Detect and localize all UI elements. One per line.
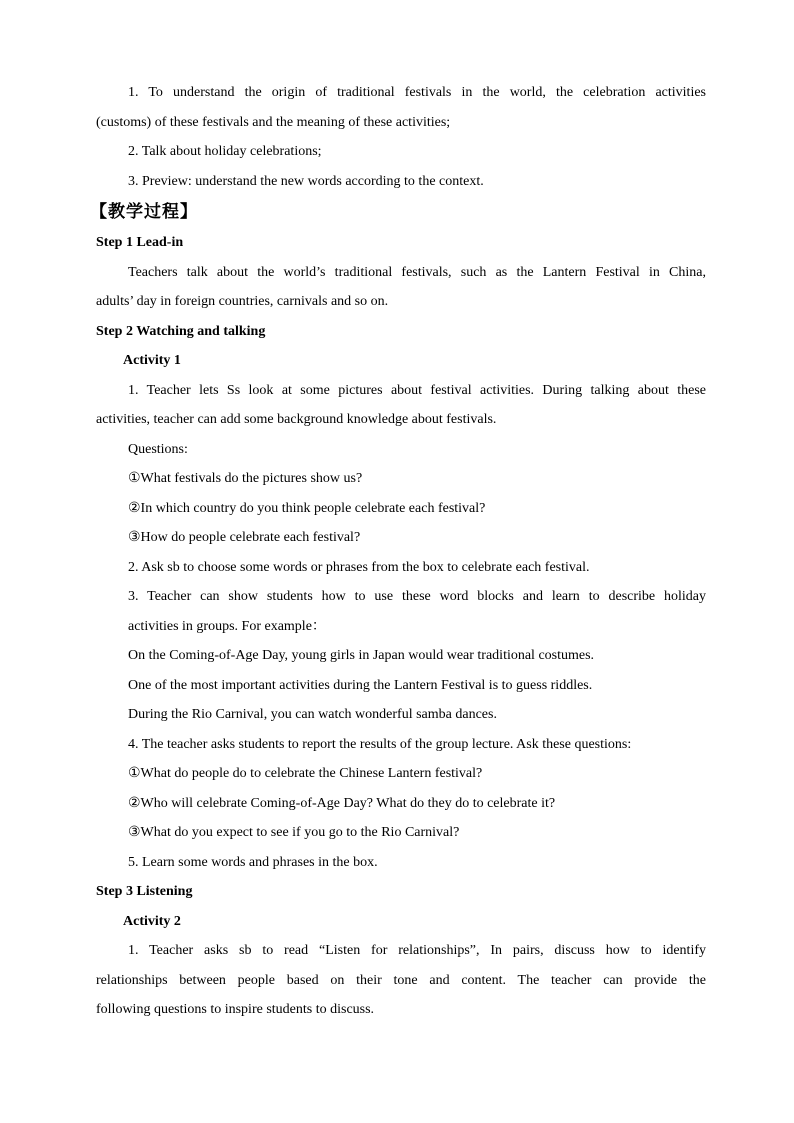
step3-activity-title: Activity 2 <box>123 913 181 929</box>
objective-1-continued: (customs) of these festivals and the meaning of these activities; <box>96 114 451 130</box>
step2-item-3-continued: activities in groups. For example： <box>128 618 326 634</box>
question-1: ①What festivals do the pictures show us? <box>128 471 363 486</box>
step1-title: Step 1 Lead-in <box>96 235 184 250</box>
question-3: ③How do people celebrate each festival? <box>128 530 361 545</box>
step2-title: Step 2 Watching and talking <box>96 323 266 339</box>
example-1: On the Coming-of-Age Day, young girls in Japan would wear traditional costumes. <box>128 648 595 663</box>
document-page <box>90 78 706 1025</box>
step3-item-1-continued: relationships between people based on their tone and content. The teacher can provide the <box>96 972 706 988</box>
step3-title: Step 3 Listening <box>96 884 193 899</box>
step2-item-1: 1. Teacher lets Ss look at some pictures about festival activities. During talking about these <box>128 382 706 398</box>
example-3: During the Rio Carnival, you can watch wonderful samba dances. <box>128 707 497 722</box>
report-question-2: ②Who will celebrate Coming-of-Age Day? What do they do to celebrate it? <box>128 795 556 811</box>
step1-paragraph-continued: adults’ day in foreign countries, carnivals and so on. <box>96 294 389 309</box>
step2-activity-title: Activity 1 <box>123 353 181 368</box>
step2-item-2: 2. Ask sb to choose some words or phrases from the box to celebrate each festival. <box>128 559 590 575</box>
step2-item-5: 5. Learn some words and phrases in the box. <box>128 854 378 870</box>
questions-label: Questions: <box>128 441 188 457</box>
step2-item-1-continued: activities, teacher can add some background knowledge about festivals. <box>96 412 497 427</box>
step2-item-3: 3. Teacher can show students how to use these word blocks and learn to describe holiday <box>128 589 706 604</box>
step3-item-1-end: following questions to inspire students to discuss. <box>96 1002 375 1017</box>
report-question-1: ①What do people do to celebrate the Chinese Lantern festival? <box>128 766 483 781</box>
question-2: ②In which country do you think people celebrate each festival? <box>128 500 486 516</box>
report-question-3: ③What do you expect to see if you go to the Rio Carnival? <box>128 825 460 840</box>
example-2: One of the most important activities during the Lantern Festival is to guess riddles. <box>128 677 593 693</box>
objective-2: 2. Talk about holiday celebrations; <box>128 144 322 159</box>
objective-3: 3. Preview: understand the new words according to the context. <box>128 173 484 189</box>
step3-item-1: 1. Teacher asks sb to read “Listen for relationships”, In pairs, discuss how to identify <box>128 943 706 958</box>
step2-item-4: 4. The teacher asks students to report the results of the group lecture. Ask these questions: <box>128 736 632 752</box>
objective-1: 1. To understand the origin of traditional festivals in the world, the celebration activities <box>128 85 706 100</box>
section-title: 【教学过程】 <box>90 202 198 222</box>
step1-paragraph: Teachers talk about the world’s traditional festivals, such as the Lantern Festival in China, <box>128 264 706 280</box>
